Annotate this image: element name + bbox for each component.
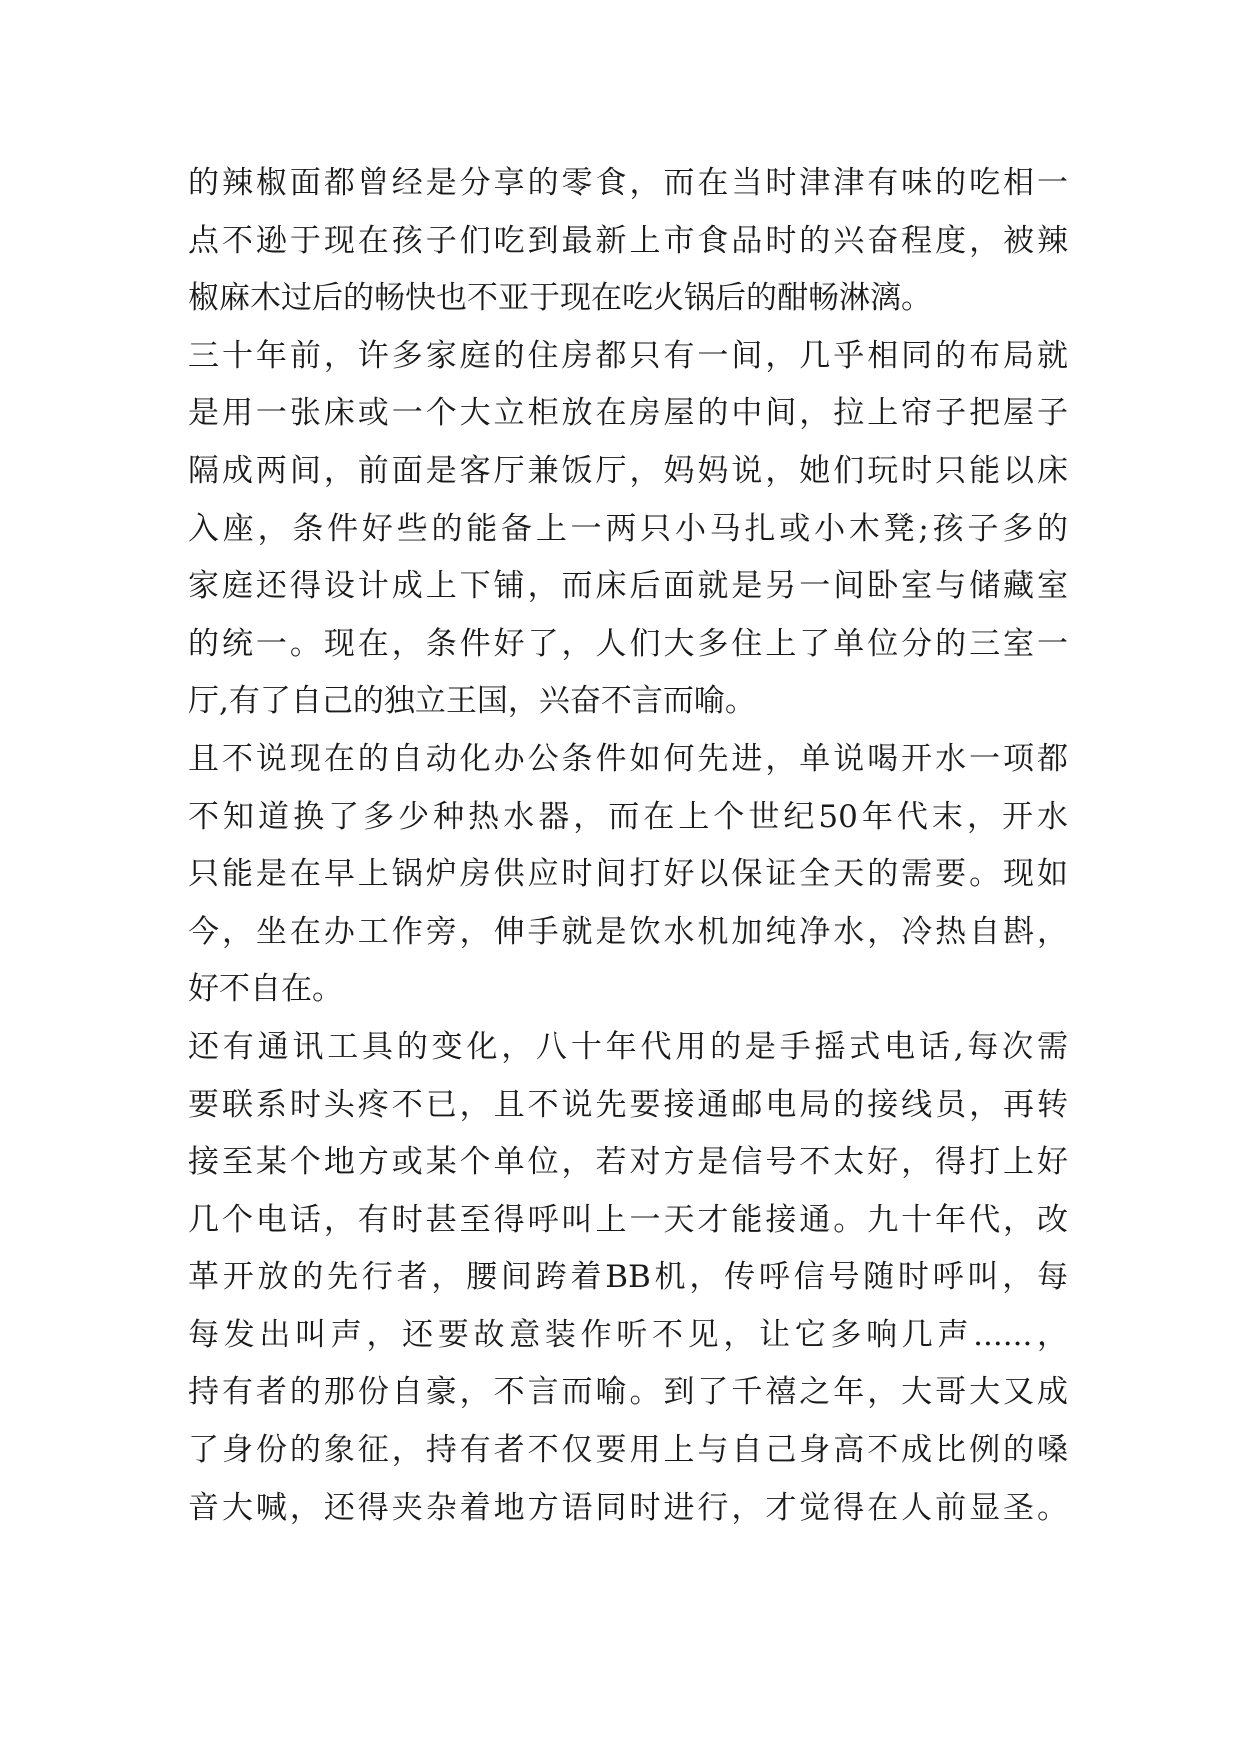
text-line: 持有者的那份自豪，不言而喻。到了千禧之年，大哥大又成 xyxy=(188,1374,1068,1411)
text-line: 是用一张床或一个大立柜放在房屋的中间，拉上帘子把屋子 xyxy=(188,395,1068,432)
text-line: 入座，条件好些的能备上一两只小马扎或小木凳;孩子多的 xyxy=(188,510,1068,547)
text-line: 的统一。现在，条件好了，人们大多住上了单位分的三室一 xyxy=(188,625,1068,662)
text-line: 音大喊，还得夹杂着地方语同时进行，才觉得在人前显圣。 xyxy=(188,1489,1068,1526)
text-line: 接至某个地方或某个单位，若对方是信号不太好，得打上好 xyxy=(188,1144,1068,1181)
text-line: 只能是在早上锅炉房供应时间打好以保证全天的需要。现如 xyxy=(188,856,1068,893)
text-line: 好不自在。 xyxy=(188,971,343,1008)
text-line: 不知道换了多少种热水器，而在上个世纪50年代末，开水 xyxy=(188,798,1068,835)
text-line: 椒麻木过后的畅快也不亚于现在吃火锅后的酣畅淋漓。 xyxy=(188,280,932,317)
text-line: 每发出叫声，还要故意装作听不见，让它多响几声......， xyxy=(188,1316,1068,1353)
text-line: 三十年前，许多家庭的住房都只有一间，几乎相同的布局就 xyxy=(188,337,1068,374)
text-line: 隔成两间，前面是客厅兼饭厅，妈妈说，她们玩时只能以床 xyxy=(188,452,1068,489)
text-line: 且不说现在的自动化办公条件如何先进，单说喝开水一项都 xyxy=(188,740,1068,777)
text-line: 革开放的先行者，腰间跨着BB机，传呼信号随时呼叫，每 xyxy=(188,1259,1068,1296)
text-line: 厅,有了自己的独立王国，兴奋不言而喻。 xyxy=(188,683,756,720)
body-text xyxy=(188,155,1068,1537)
text-line: 了身份的象征，持有者不仅要用上与自己身高不成比例的嗓 xyxy=(188,1432,1068,1469)
text-line: 几个电话，有时甚至得呼叫上一天才能接通。九十年代，改 xyxy=(188,1201,1068,1238)
text-line: 要联系时头疼不已，且不说先要接通邮电局的接线员，再转 xyxy=(188,1086,1068,1123)
text-line: 家庭还得设计成上下铺，而床后面就是另一间卧室与储藏室 xyxy=(188,568,1068,605)
text-line: 还有通讯工具的变化，八十年代用的是手摇式电话,每次需 xyxy=(188,1028,1068,1065)
text-line: 点不逊于现在孩子们吃到最新上市食品时的兴奋程度，被辣 xyxy=(188,222,1068,259)
text-line: 今，坐在办工作旁，伸手就是饮水机加纯净水，冷热自斟， xyxy=(188,913,1068,950)
text-line: 的辣椒面都曾经是分享的零食，而在当时津津有味的吃相一 xyxy=(188,165,1068,201)
